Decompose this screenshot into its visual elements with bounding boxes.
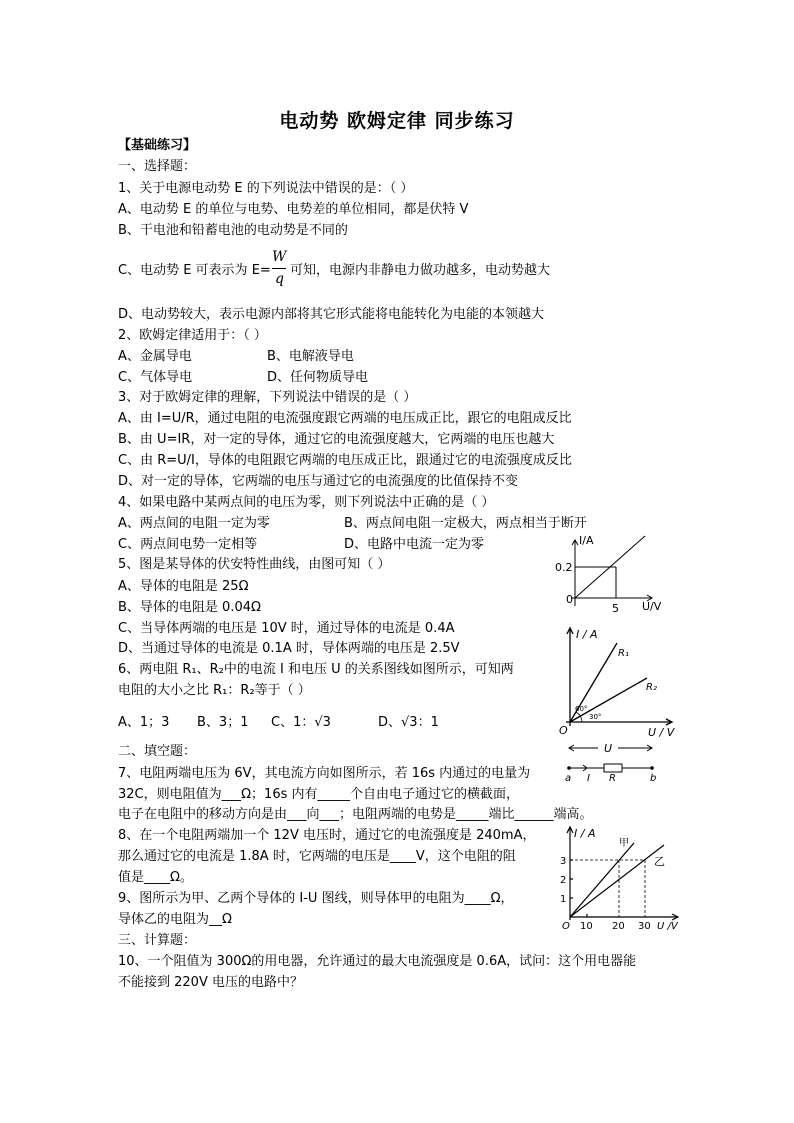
fig3-a-label: a <box>565 773 572 782</box>
q8-line2: 那么通过它的电流是 1.8A 时，它两端的电压是____V，这个电阻的阻 <box>118 849 516 864</box>
q7-line1: 7、电阻两端电压为 6V，其电流方向如图所示，若 16s 内通过的电量为 <box>118 766 531 781</box>
q1-option-c-suffix: 可知，电源内非静电力做功越多，电动势越大 <box>290 263 551 278</box>
fig3-u-label: U <box>604 742 613 755</box>
iu-graph-q6 <box>556 622 686 740</box>
fig2-x-label: U / V <box>648 726 675 739</box>
fig4-x-tick-30: 30 <box>638 921 651 932</box>
fig2-r2-label: R₂ <box>646 682 657 693</box>
fig4-x-label: U /V <box>657 921 678 932</box>
fig2-r1-label: R₁ <box>618 648 629 659</box>
fig1-y-tick: 0.2 <box>555 561 573 574</box>
fig4-yi-label: 乙 <box>654 855 665 868</box>
q1-option-b: B、干电池和铅蓄电池的电动势是不同的 <box>118 223 348 238</box>
q4-option-c: C、两点间电势一定相等 <box>118 537 258 552</box>
q1-stem: 1、关于电源电动势 E 的下列说法中错误的是：（ ） <box>118 181 414 196</box>
q5-stem: 5、图是某导体的伏安特性曲线，由图可知（ ） <box>118 557 391 572</box>
fraction-bar <box>272 268 286 269</box>
fig3-b-label: b <box>650 773 657 782</box>
q6-option-d: D、√3：1 <box>378 715 439 730</box>
section-fill: 二、填空题： <box>118 744 197 759</box>
section-calc: 三、计算题： <box>118 933 197 948</box>
fig1-y-label: I/A <box>579 534 594 547</box>
q3-option-c: C、由 R=U/I，导体的电阻跟它两端的电压成正比，跟通过它的电流强度成反比 <box>118 453 572 468</box>
fig3-r-label: R <box>609 773 616 782</box>
q5-option-b: B、导体的电阻是 0.04Ω <box>118 600 261 615</box>
q1-option-d: D、电动势较大，表示电源内部将其它形式能将电能转化为电能的本领越大 <box>118 307 545 322</box>
q6-stem-line2: 电阻的大小之比 R₁：R₂等于（ ） <box>118 683 311 698</box>
fraction-denominator: q <box>275 271 284 287</box>
section-basic: 【基础练习】 <box>118 138 197 153</box>
q7-line3: 电子在电阻中的移动方向是由___向___；电阻两端的电势是_____端比______端高。 <box>118 807 593 822</box>
q5-option-a: A、导体的电阻是 25Ω <box>118 579 249 594</box>
fig3-i-label: I <box>587 773 590 782</box>
fig4-jia-label: 甲 <box>619 838 629 849</box>
q6-stem-line1: 6、两电阻 R₁、R₂中的电流 I 和电压 U 的关系图线如图所示，可知两 <box>118 662 514 677</box>
fig1-x-tick: 5 <box>612 602 619 615</box>
q2-stem: 2、欧姆定律适用于：（ ） <box>118 328 267 343</box>
fig1-origin: 0 <box>566 593 573 606</box>
q9-line1: 9、图所示为甲、乙两个导体的 I-U 图线，则导体甲的电阻为____Ω， <box>118 891 514 906</box>
iu-graph-q9 <box>554 824 686 932</box>
q9-line2: 导体乙的电阻为__Ω <box>118 912 232 927</box>
resistor-circuit-q7 <box>564 740 668 782</box>
fig4-x-tick-20: 20 <box>612 921 625 932</box>
q3-option-b: B、由 U=IR，对一定的导体，通过它的电流强度越大，它两端的电压也越大 <box>118 432 555 447</box>
q1-option-c-prefix: C、电动势 E 可表示为 E= <box>118 263 271 278</box>
fig2-y-label: I / A <box>576 628 598 641</box>
q5-option-d: D、当通过导体的电流是 0.1A 时，导体两端的电压是 2.5V <box>118 641 460 656</box>
fig4-y-tick-1: 1 <box>560 894 567 905</box>
q6-option-c: C、1：√3 <box>271 715 331 730</box>
q4-option-a: A、两点间的电阻一定为零 <box>118 516 270 531</box>
q8-line1: 8、在一个电阻两端加一个 12V 电压时，通过它的电流强度是 240mA， <box>118 828 536 843</box>
fig4-y-tick-3: 3 <box>560 856 567 867</box>
q4-option-d: D、电路中电流一定为零 <box>344 537 485 552</box>
q1-option-a: A、电动势 E 的单位与电势、电势差的单位相同，都是伏特 V <box>118 202 469 217</box>
fig2-origin: O <box>559 724 568 737</box>
fig4-y-tick-2: 2 <box>560 875 567 886</box>
q2-option-a: A、金属导电 <box>118 349 192 364</box>
fig1-x-label: U/V <box>642 600 662 613</box>
fig2-angle-30: 30° <box>589 713 602 721</box>
q4-stem: 4、如果电路中某两点间的电压为零，则下列说法中正确的是（ ） <box>118 495 495 510</box>
page-title: 电动势 欧姆定律 同步练习 <box>279 110 515 132</box>
section-choice: 一、选择题： <box>118 159 197 174</box>
q3-option-d: D、对一定的导体，它两端的电压与通过它的电流强度的比值保持不变 <box>118 474 519 489</box>
q6-option-a: A、1；3 <box>118 715 170 730</box>
fig4-origin: O <box>562 921 570 932</box>
fig4-x-tick-10: 10 <box>580 921 593 932</box>
q7-line2: 32C，则电阻值为___Ω；16s 内有_____个自由电子通过它的横截面， <box>118 787 520 802</box>
q3-stem: 3、对于欧姆定律的理解，下列说法中错误的是（ ） <box>118 390 417 405</box>
q4-option-b: B、两点间电阻一定极大，两点相当于断开 <box>344 516 587 531</box>
q3-option-a: A、由 I=U/R，通过电阻的电流强度跟它两端的电压成正比，跟它的电阻成反比 <box>118 411 572 426</box>
q6-option-b: B、3；1 <box>197 715 249 730</box>
fig4-y-label: I / A <box>574 827 596 840</box>
iu-graph-q5 <box>548 530 668 620</box>
fraction-numerator: W <box>272 249 287 265</box>
q2-option-c: C、气体导电 <box>118 370 193 385</box>
fig2-angle-60: 60° <box>575 705 588 713</box>
q8-line3: 值是____Ω。 <box>118 870 193 885</box>
q5-option-c: C、当导体两端的电压是 10V 时，通过导体的电流是 0.4A <box>118 621 455 636</box>
q10-line2: 不能接到 220V 电压的电路中？ <box>118 975 303 990</box>
q2-option-d: D、任何物质导电 <box>267 370 369 385</box>
q2-option-b: B、电解液导电 <box>267 349 354 364</box>
q10-line1: 10、一个阻值为 300Ω的用电器，允许通过的最大电流强度是 0.6A，试问：这个用电器能 <box>118 954 637 969</box>
